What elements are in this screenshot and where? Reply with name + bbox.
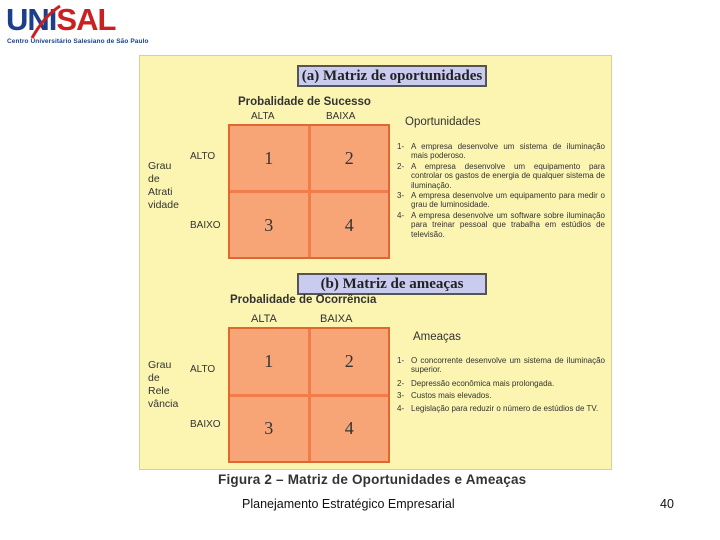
matrix-b-cell-3: 3 bbox=[230, 397, 308, 462]
list-item-text: A empresa desenvolve um equipamento para medir o grau de luminosidade. bbox=[411, 191, 605, 210]
matrix-b-col-baixa: BAIXA bbox=[320, 313, 353, 325]
matrix-a-side-axis bbox=[148, 160, 179, 212]
list-item-number: 1- bbox=[397, 356, 405, 365]
matrix-a-side-line: Atrati bbox=[148, 186, 173, 198]
matrix-b-side-line: vância bbox=[148, 398, 179, 410]
matrix-a-list-heading: Oportunidades bbox=[405, 116, 481, 128]
logo-subtitle: Centro Universitário Salesiano de São Paulo bbox=[7, 38, 149, 45]
matrix-b-side-line: Grau bbox=[148, 359, 172, 371]
list-item-text: Legislação para reduzir o número de estúdios de TV. bbox=[411, 403, 599, 413]
matrix-b-top-axis: Probalidade de Ocorrência bbox=[230, 294, 377, 306]
figure-caption: Figura 2 – Matriz de Oportunidades e Ameaças bbox=[218, 472, 527, 487]
matrix-b-side-axis bbox=[148, 359, 178, 411]
list-item bbox=[397, 379, 605, 388]
list-item bbox=[397, 162, 605, 190]
list-item-number: 3- bbox=[397, 391, 405, 401]
matrix-b-cell-1: 1 bbox=[230, 329, 308, 394]
list-item-text: Custos mais elevados. bbox=[411, 391, 492, 401]
list-item bbox=[397, 142, 605, 161]
matrix-a-col-alta: ALTA bbox=[251, 111, 275, 122]
list-item-number: 4- bbox=[397, 210, 405, 220]
matrix-a-grid bbox=[228, 124, 390, 259]
unisal-logo bbox=[0, 0, 149, 50]
matrix-b-grid bbox=[228, 327, 390, 463]
matrix-b-side-line: de bbox=[148, 372, 160, 384]
matrix-a-title: (a) Matriz de oportunidades bbox=[297, 65, 487, 87]
matrix-a-row-baixo: BAIXO bbox=[190, 220, 221, 231]
matrix-b-col-alta: ALTA bbox=[251, 313, 277, 325]
list-item-text: A empresa desenvolve um sistema de iluminação mais poderoso. bbox=[411, 142, 605, 161]
matrix-b-list bbox=[397, 356, 605, 414]
list-item bbox=[397, 391, 605, 400]
matrix-b-row-alto: ALTO bbox=[190, 364, 216, 375]
matrix-b-cell-2: 2 bbox=[311, 329, 389, 394]
footer-title: Planejamento Estratégico Empresarial bbox=[242, 497, 455, 511]
matrix-a-row-alto: ALTO bbox=[190, 151, 216, 162]
matrix-a-side-line: de bbox=[148, 173, 160, 185]
matrix-a-cell-1: 1 bbox=[230, 126, 308, 190]
list-item-number: 4- bbox=[397, 403, 405, 413]
matrix-a-cell-2: 2 bbox=[311, 126, 389, 190]
list-item-number: 2- bbox=[397, 161, 405, 171]
matrix-b-list-heading: Ameaças bbox=[413, 331, 461, 343]
matrix-b-cell-4: 4 bbox=[311, 397, 389, 462]
list-item-number: 1- bbox=[397, 142, 405, 151]
matrix-a-list bbox=[397, 142, 605, 240]
list-item-text: A empresa desenvolve um software sobre iluminação para treinar pessoal que trabalha em estúdios de televisão. bbox=[411, 210, 605, 239]
logo-word-uni: UNI bbox=[6, 2, 57, 37]
matrix-a-cell-4: 4 bbox=[311, 193, 389, 257]
list-item bbox=[397, 191, 605, 210]
list-item-number: 2- bbox=[397, 378, 405, 388]
matrix-a-side-line: Grau bbox=[148, 160, 172, 172]
matrix-b-title: (b) Matriz de ameaças bbox=[297, 273, 487, 295]
logo-word-sal: SAL bbox=[56, 2, 116, 37]
list-item bbox=[397, 211, 605, 239]
list-item-text: Depressão econômica mais prolongada. bbox=[411, 378, 555, 388]
matrix-b-side-line: Rele bbox=[148, 385, 170, 397]
list-item-text: O concorrente desenvolve um sistema de iluminação superior. bbox=[411, 356, 605, 375]
matrix-a-side-line: vidade bbox=[148, 199, 179, 211]
matrix-a-col-baixa: BAIXA bbox=[326, 111, 356, 122]
matrix-a-cell-3: 3 bbox=[230, 193, 308, 257]
matrix-a-top-axis: Probalidade de Sucesso bbox=[238, 96, 371, 108]
list-item-number: 3- bbox=[397, 191, 405, 201]
list-item bbox=[397, 356, 605, 375]
figure-panel bbox=[139, 55, 612, 470]
matrix-b-row-baixo: BAIXO bbox=[190, 419, 221, 430]
page-number: 40 bbox=[660, 497, 674, 511]
list-item-text: A empresa desenvolve um equipamento para controlar os gastos de energia de qualquer sistema de iluminação. bbox=[411, 161, 605, 190]
list-item bbox=[397, 404, 605, 413]
logo-swoosh-icon bbox=[26, 4, 66, 40]
